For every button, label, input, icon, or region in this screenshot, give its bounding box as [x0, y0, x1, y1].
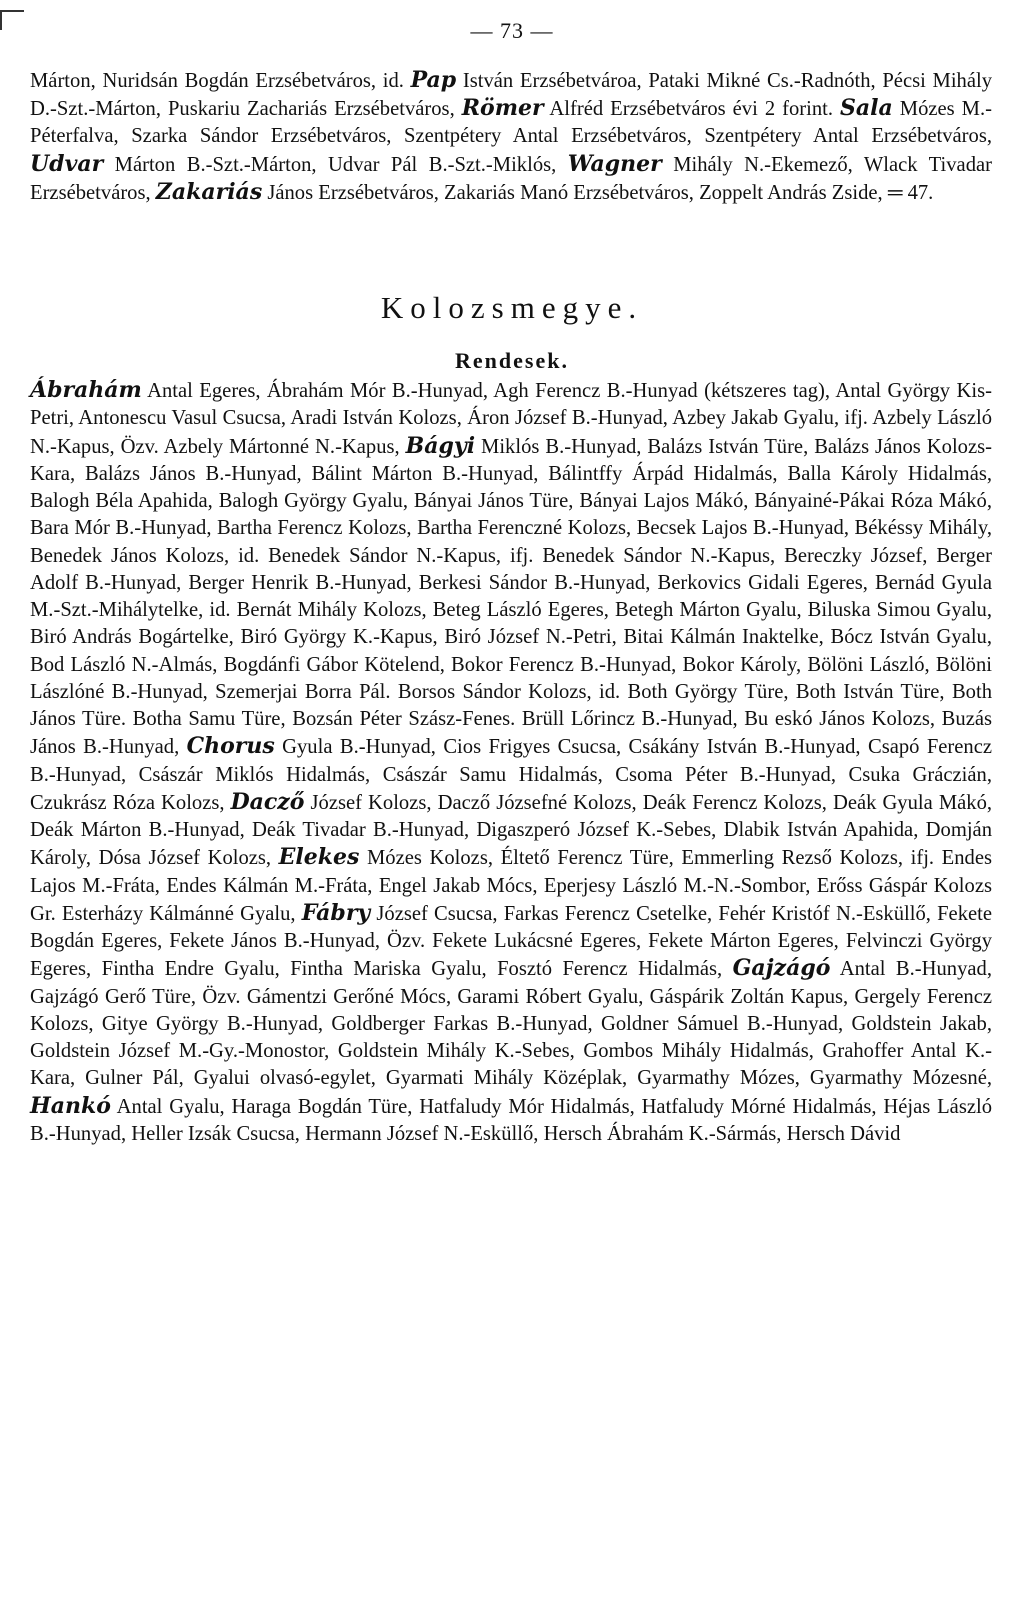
text-run: István Erzsébetvároa, Pataki Mikné Cs.-Radnóth, Pécsi Mihály D.-Szt.-Márton, Puskariu Zachariás Erzsébetváros, — [30, 70, 993, 121]
highlighted-surname: Gajzágó — [732, 955, 831, 982]
highlighted-surname: Sala — [840, 95, 893, 122]
text-run: Alfréd Erzsébetváros évi 2 forint. — [543, 98, 841, 121]
page-number: — 73 — — [470, 18, 554, 43]
text-run: Gyula B.-Hunyad, Cios Frigyes Csucsa, Csákány István B.-Hunyad, Csapó Ferencz B.-Hunyad, Császár Miklós Hidalmás, Császár Samu Hidalmás, Csoma Péter B.-Hunyad, Csuka Gráczián, Czukrász Róza Kolozs, — [30, 736, 992, 814]
highlighted-surname: Chorus — [186, 733, 275, 760]
subsection-title: Rendesek. — [455, 348, 569, 373]
text-run: Mózes M.-Péterfalva, Szarka Sándor Erzsébetváros, Szentpétery Antal Erzsébetváros, Szentpétery Antal Erzsébetváros, — [30, 98, 992, 148]
highlighted-surname: Pap — [410, 67, 457, 93]
highlighted-surname: Ábrahám — [30, 377, 142, 403]
text-run: Antal Gyalu, Haraga Bogdán Türe, Hatfaludy Mór Hidalmás, Hatfaludy Mórné Hidalmás, Héjas László B.-Hunyad, Heller Izsák Csucsa, Hermann József N.-Esküllő, Hersch Ábrahám K.-Sármás, Hersch Dávid — [30, 1095, 992, 1145]
highlighted-surname: Hankó — [30, 1092, 111, 1119]
main-paragraph-text — [30, 377, 992, 1148]
highlighted-surname: Bágyi — [405, 432, 476, 459]
highlighted-surname: Udvar — [30, 150, 104, 177]
highlighted-surname: Fábry — [301, 899, 371, 926]
text-run: Márton, Nuridsán Bogdán Erzsébetváros, id. — [30, 70, 411, 92]
text-run: János Erzsébetváros, Zakariás Manó Erzsébetváros, Zoppelt András Zside, ═ 47. — [262, 181, 934, 204]
text-run: Antal Egeres, Ábrahám Mór B.-Hunyad, Agh Ferencz B.-Hunyad (kétszeres tag), Antal György Kis-Petri, Antonescu Vasul Csucsa, Aradi István Kolozs, Áron József B.-Hunyad, Azbey Jakab Gyalu, ifj. Azbely László N.-Kapus, Özv. Azbely Mártonné N.-Kapus, — [30, 380, 992, 458]
highlighted-surname: Wagner — [567, 150, 662, 177]
text-run: Mózes Kolozs, Éltető Ferencz Türe, Emmerling Rezső Kolozs, ifj. Endes Lajos M.-Fráta, Endes Kálmán M.-Fráta, Engel Jakab Mócs, Eperjesy László M.-N.-Sombor, Erőss Gáspár Kolozs Gr. Esterházy Kálmánné Gyalu, — [30, 847, 992, 925]
highlighted-surname: Zakariás — [155, 178, 263, 205]
text-run: Miklós B.-Hunyad, Balázs István Türe, Balázs János Kolozs-Kara, Balázs János B.-Hunyad, Bálint Márton B.-Hunyad, Bálintffy Árpád Hidalmás, Balla Károly Hidalmás, Balogh Béla Apahida, Balogh György Gyalu, Bányai János Türe, Bányai Lajos Mákó, Bányainé-Pákai Róza Mákó, Bara Mór B.-Hunyad, Bartha Ferencz Kolozs, Bartha Ferenczné Kolozs, Becsek Lajos B.-Hunyad, Békéssy Mihály, Benedek János Kolozs, id. Benedek Sándor N.-Kapus, ifj. Benedek Sándor N.-Kapus, Bereczky József, Berger Adolf B.-Hunyad, Berger Henrik B.-Hunyad, Berkesi Sándor B.-Hunyad, Berkovics Gidali Egeres, Bernád Gyula M.-Szt.-Mihálytelke, id. Bernát Mihály Kolozs, Beteg László Egeres, Betegh Márton Gyalu, Biluska Simou Gyalu, Biró András Bogártelke, Biró György K.-Kapus, Biró József N.-Petri, Bitai Kálmán Inaktelke, Bócz István Gyalu, Bod László N.-Almás, Bogdánfi Gábor Kötelend, Bokor Ferencz B.-Hunyad, Bokor Károly, Bölöni László, Bölöni Lászlóné B.-Hunyad, Szemerjai Borra Pál. Borsos Sándor Kolozs, id. Both György Türe, Both István Türe, Both János Türe. Botha Samu Türe, Bozsán Péter Szász-Fenes. Brüll Lőrincz B.-Hunyad, Bu eskó János Kolozs, Buzás János B.-Hunyad, — [30, 435, 992, 759]
section-title: Kolozsmegye. — [380, 290, 644, 325]
text-run: József Kolozs, Dacző Józsefné Kolozs, Deák Ferencz Kolozs, Deák Gyula Mákó, Deák Márton B.-Hunyad, Deák Tivadar B.-Hunyad, Digaszperó József K.-Sebes, Dlabik István Apahida, Domján Károly, Dósa József Kolozs, — [30, 791, 993, 870]
main-paragraph — [30, 377, 992, 1148]
highlighted-surname: Elekes — [278, 844, 360, 871]
text-run: Márton B.-Szt.-Márton, Udvar Pál B.-Szt.-Miklós, — [103, 153, 568, 176]
top-paragraph — [30, 67, 992, 207]
highlighted-surname: Römer — [461, 95, 544, 122]
text-run: József Csucsa, Farkas Ferencz Csetelke, Fehér Kristóf N.-Esküllő, Fekete Bogdán Egeres, Fekete János B.-Hunyad, Özv. Fekete Lukácsné Egeres, Fekete Márton Egeres, Felvinczi György Egeres, Fintha Endre Gyalu, Fintha Mariska Gyalu, Fosztó Ferencz Hidalmás, — [30, 902, 992, 981]
text-run: Antal B.-Hunyad, Gajzágó Gerő Türe, Özv. Gámentzi Gerőné Mócs, Garami Róbert Gyalu, Gáspárik Zoltán Kapus, Gergely Ferencz Kolozs, Gitye György B.-Hunyad, Goldberger Farkas B.-Hunyad, Goldner Sámuel B.-Hunyad, Goldstein Jakab, Goldstein József M.-Gy.-Monostor, Goldstein Mihály K.-Sebes, Gombos Mihály Hidalmás, Grahoffer Antal K.-Kara, Gulner Pál, Gyalui olvasó-egylet, Gyarmati Mihály Középlak, Gyarmathy Mózes, Gyarmathy Mózesné, — [30, 958, 992, 1090]
top-paragraph-text — [30, 67, 992, 207]
text-run: Mihály N.-Ekemező, Wlack Tivadar Erzsébetváros, — [30, 153, 992, 204]
highlighted-surname: Dacző — [230, 788, 305, 815]
